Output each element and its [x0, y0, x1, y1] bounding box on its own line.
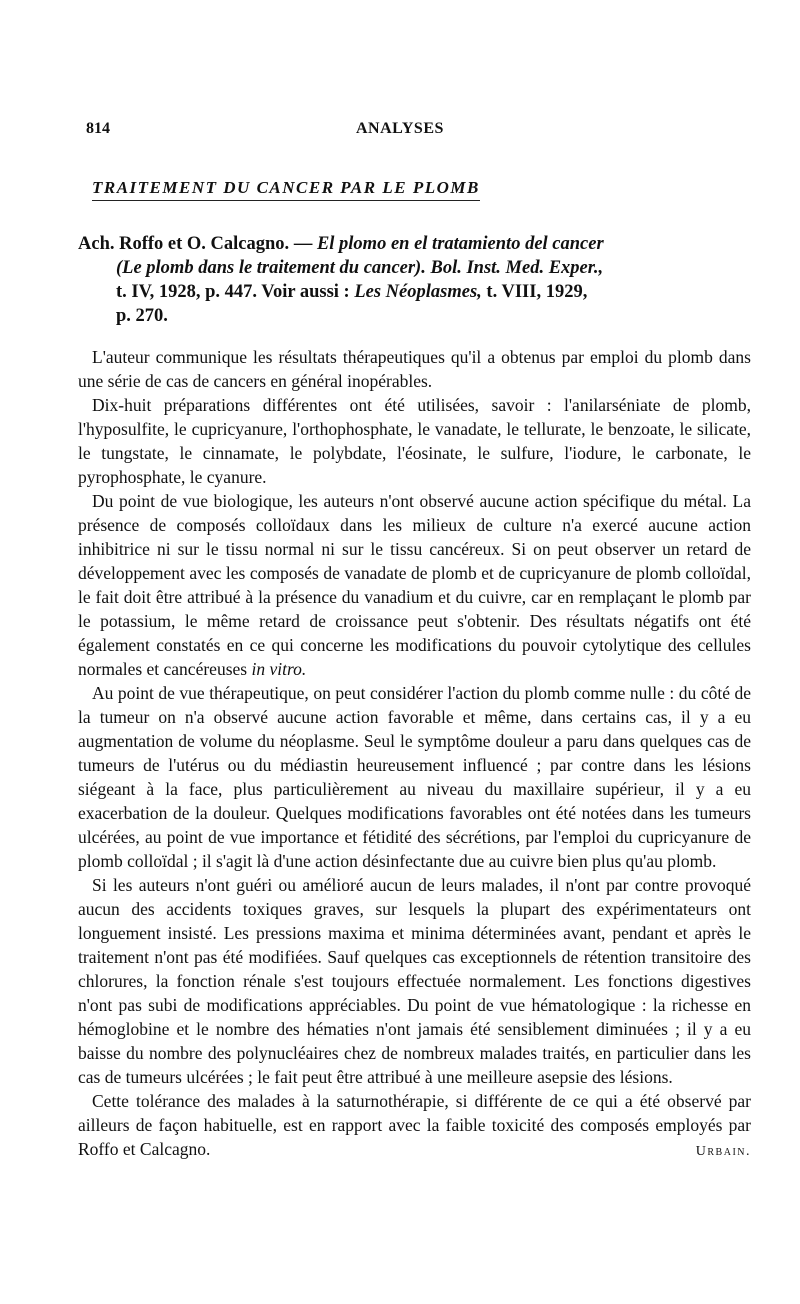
in-vitro-term: in vitro.	[251, 659, 307, 679]
reference-line-4	[78, 304, 750, 328]
reference-line-1	[78, 232, 750, 256]
article-body	[78, 345, 751, 1164]
paragraph-6-text: Cette tolérance des malades à la saturnothérapie, si différente de ce qui a été observé par ailleurs de façon habituelle, est en rapport avec la faible toxicité des composés employés par Roffo et Calcagno.	[78, 1091, 751, 1159]
reference-authors: Ach. Roffo et O. Calcagno.	[78, 234, 290, 254]
reference-dash: —	[289, 234, 317, 254]
reference-spanish-title: El plomo en el tratamiento del cancer	[316, 234, 604, 254]
reference-journal: Bol. Inst. Med. Exper.,	[430, 258, 604, 278]
paragraph-5: Si les auteurs n'ont guéri ou amélioré aucun de leurs malades, il n'ont par contre provoqué aucun des accidents toxiques graves, sur lesquels la plupart des expérimentateurs ont longuement insisté. Les pressions maxima et minima déterminées avant, pendant et après le traitement n'ont pas été modifiées. Sauf quelques cas exceptionnels de rétention transitoire des chlorures, la fonction rénale s'est toujours effectuée normalement. Les fonctions digestives n'ont pas subi de modifications appréciables. Du point de vue hématologique : la richesse en hémoglobine et le nombre des hématies n'ont jamais été sensiblement diminuées ; il y a eu baisse du nombre des polynucléaires chez de nombreux malades traités, en particulier dans les cas de tumeurs ulcérées ; le fait peut être attribué à une meilleure asepsie des lésions.	[78, 875, 751, 1087]
page-number: 814	[86, 120, 110, 137]
author-signature: Urbain.	[695, 1144, 751, 1159]
reference-see-also-volume: t. VIII, 1929,	[486, 282, 588, 302]
paragraph-6	[78, 1089, 751, 1161]
reference-see-also-page: p. 270.	[116, 306, 168, 326]
paragraph-3-text: Du point de vue biologique, les auteurs n'ont observé aucune action spécifique du métal. La présence de composés colloïdaux dans les milieux de culture n'a exercé aucune action inhibitrice ni sur le tissu normal ni sur le tissu cancéreux. Si on peut observer un retard de développement avec les composés de vanadate de plomb et de cupricyanure de plomb colloïdal, le fait doit être attribué à la présence du vanadium et du cuivre, car en remplaçant le plomb par le potassium, le même retard de croissance peut s'obtenir. Des résultats négatifs ont été également constatés en ce qui concerne les modifications du pouvoir cytolytique des cellules normales et cancéreuses	[78, 491, 751, 679]
reference-line-3	[78, 280, 750, 304]
reference-line-2	[78, 256, 750, 280]
paragraph-2: Dix-huit préparations différentes ont été utilisées, savoir : l'anilarséniate de plomb, l'hyposulfite, le cupricyanure, l'orthophosphate, le vanadate, le tellurate, le benzoate, le silicate, le tungstate, le cinnamate, le polybdate, l'éosinate, le sulfure, l'iodure, le carbonate, le pyrophosphate, le cyanure.	[78, 395, 751, 487]
running-head	[86, 120, 746, 144]
paragraph-3	[78, 489, 751, 681]
bibliographic-reference	[78, 232, 750, 328]
article-title: TRAITEMENT DU CANCER PAR LE PLOMB	[92, 178, 480, 201]
paragraph-4: Au point de vue thérapeutique, on peut considérer l'action du plomb comme nulle : du côté de la tumeur on n'a observé aucune action favorable et même, dans certains cas, il y a eu augmentation de volume du néoplasme. Seul le symptôme douleur a paru dans quelques cas de tumeurs de l'utérus ou du médiastin heureusement influencé ; par contre dans les lésions siégeant à la face, plus particulièrement au niveau du maxillaire supérieur, il y a eu exacerbation de la douleur. Quelques modifications favorables ont été notées dans les tumeurs ulcérées, au point de vue importance et fétidité des sécrétions, par l'emploi du cupricyanure de plomb colloïdal ; il s'agit là d'une action désinfectante due au cuivre bien plus qu'au plomb.	[78, 683, 751, 871]
reference-see-also-journal: Les Néoplasmes,	[354, 282, 482, 302]
section-heading: ANALYSES	[356, 120, 444, 137]
reference-french-title: (Le plomb dans le traitement du cancer).	[116, 258, 426, 278]
paragraph-1: L'auteur communique les résultats thérapeutiques qu'il a obtenus par emploi du plomb dans une série de cas de cancers en général inopérables.	[78, 347, 751, 391]
reference-volume-pages: t. IV, 1928, p. 447. Voir aussi :	[116, 282, 350, 302]
